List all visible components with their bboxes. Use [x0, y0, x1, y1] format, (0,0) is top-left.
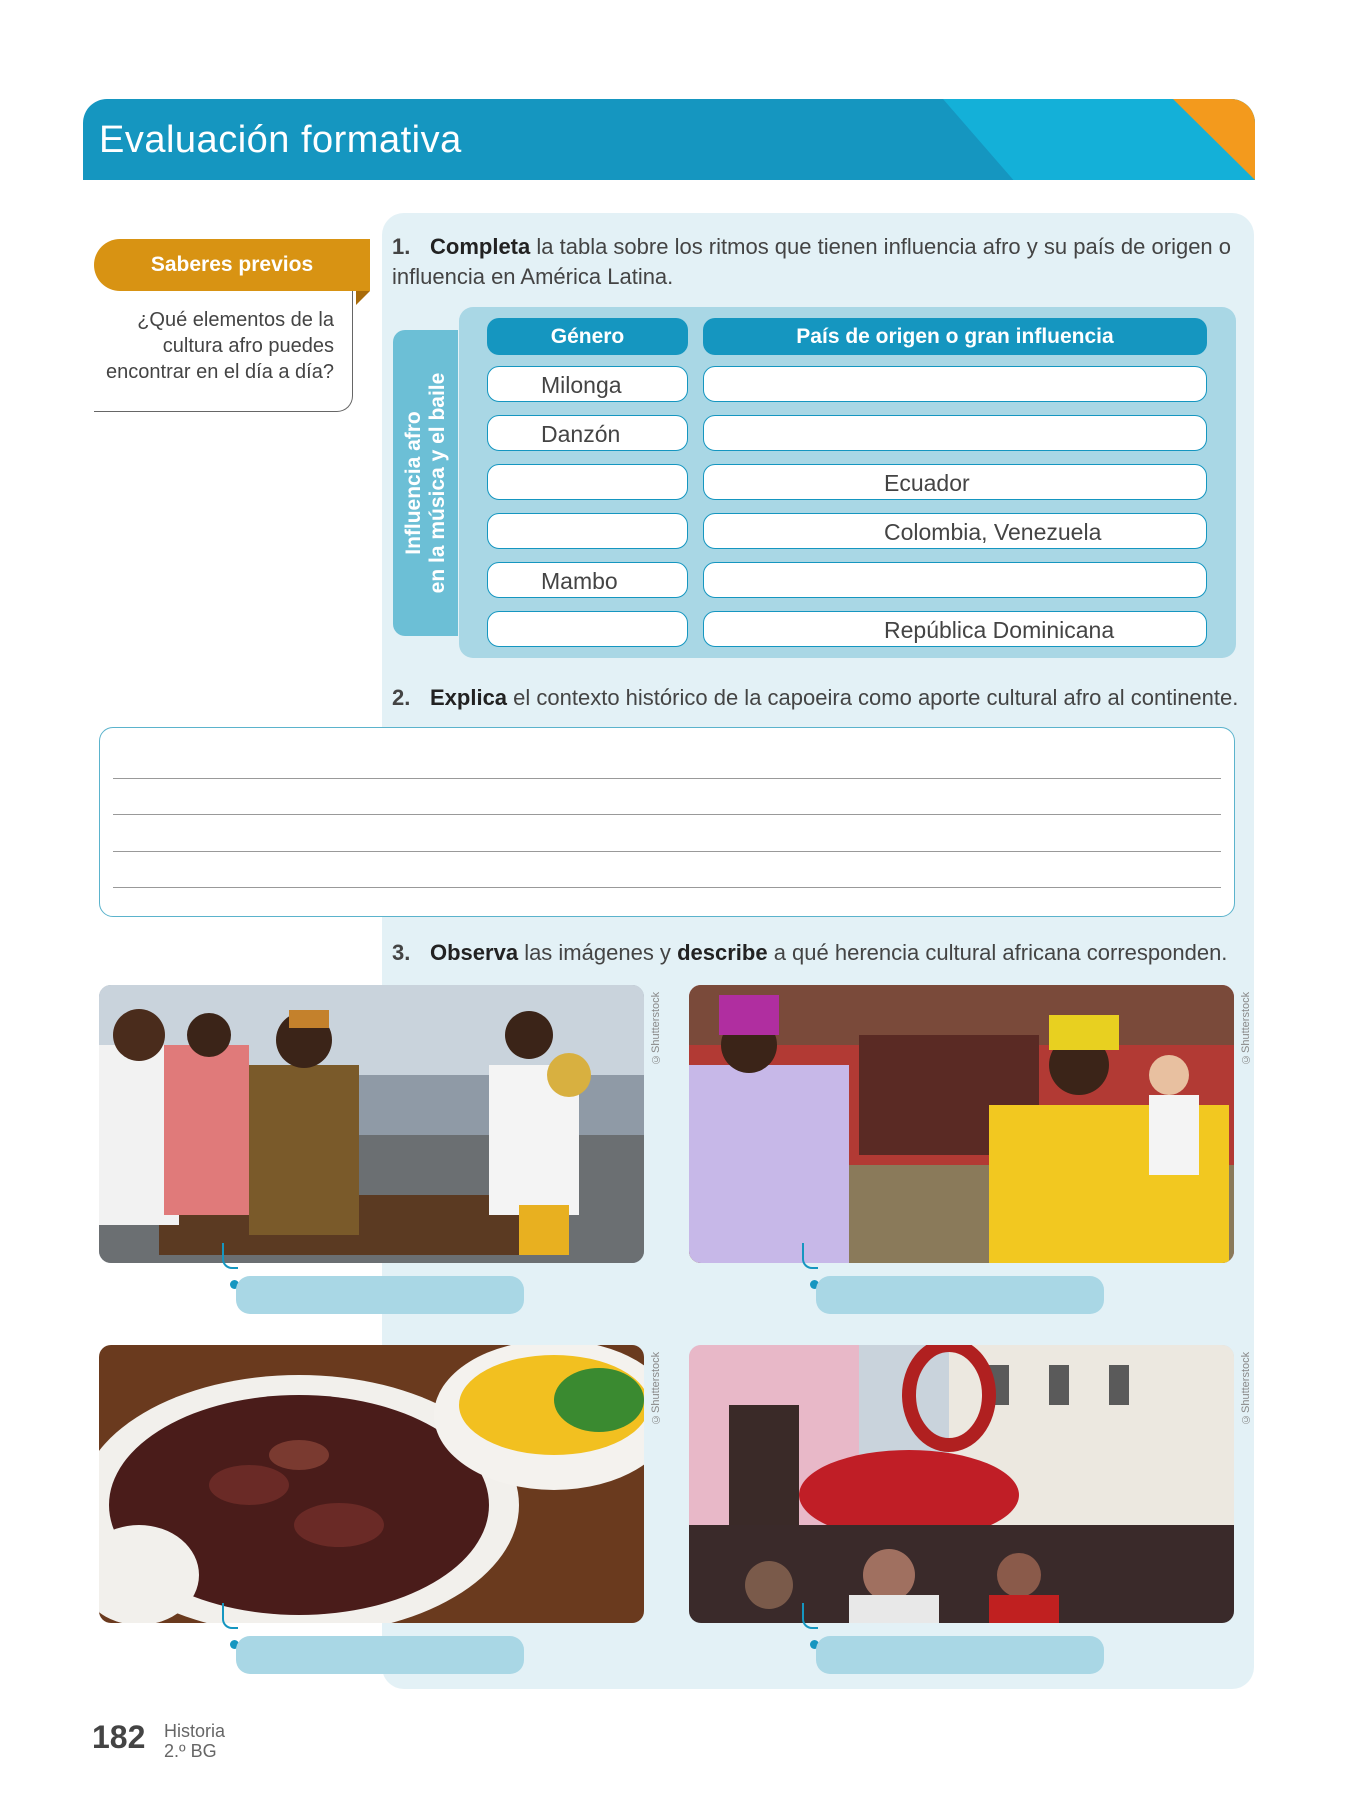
question-1 — [392, 232, 1242, 292]
photo-credit: ©Shutterstock — [650, 1351, 662, 1425]
question-3-verb-1: Observa — [430, 940, 519, 965]
footer-subject-name: Historia — [164, 1721, 226, 1741]
dua-subtitle: Acción y expresión — [984, 43, 1186, 68]
cell-pais-3[interactable]: Ecuador — [703, 464, 1207, 500]
question-2-number: 2. — [392, 685, 411, 710]
question-3-number: 3. — [392, 940, 411, 965]
cell-genero-1[interactable]: Milonga — [487, 366, 688, 402]
feijoada-photo-art — [99, 1345, 644, 1623]
header-banner — [83, 99, 1255, 180]
photo-2-answer-field[interactable] — [816, 1276, 1104, 1314]
answer-line — [113, 887, 1221, 888]
saberes-question: ¿Qué elementos de la cultura afro puedes encontrar en el día a día? — [106, 309, 334, 383]
footer-subject — [164, 1721, 225, 1761]
answer-box[interactable] — [99, 727, 1235, 917]
cell-genero-6[interactable] — [487, 611, 688, 647]
cell-pais-1[interactable] — [703, 366, 1207, 402]
cell-genero-4[interactable] — [487, 513, 688, 549]
side-label-text — [402, 333, 450, 633]
question-2-text: el contexto histórico de la capoeira como aporte cultural afro al continente. — [513, 685, 1239, 710]
saberes-previos-box — [94, 291, 353, 412]
question-1-text: la tabla sobre los ritmos que tienen influencia afro y su país de origen o influencia en América Latina. — [392, 234, 1232, 289]
question-1-verb: Completa — [430, 234, 531, 259]
feijoada-dish-photo — [99, 1345, 644, 1623]
question-3-text-1: las imágenes y — [524, 940, 671, 965]
label-pointer — [222, 1603, 238, 1629]
label-pointer — [802, 1603, 818, 1629]
question-3 — [392, 938, 1252, 968]
cell-genero-2[interactable]: Danzón — [487, 415, 688, 451]
photo-credit: ©Shutterstock — [650, 991, 662, 1065]
answer-line — [113, 778, 1221, 779]
dua-badge — [915, 12, 1255, 70]
cell-pais-2[interactable] — [703, 415, 1207, 451]
side-label-line-1: Influencia afro — [401, 411, 425, 555]
photo-3-answer-field[interactable] — [236, 1636, 524, 1674]
cell-pais-6[interactable]: República Dominicana — [703, 611, 1207, 647]
religious-procession-photo — [689, 1345, 1234, 1623]
footer-grade: 2.º BG — [164, 1741, 217, 1761]
dua-title: DUA — [1055, 11, 1115, 42]
table-side-label — [393, 330, 458, 636]
question-1-number: 1. — [392, 234, 411, 259]
photo-credit: ©Shutterstock — [1240, 1351, 1252, 1425]
side-label-line-2: en la música y el baile — [425, 372, 449, 594]
musicians-marimba-photo — [99, 985, 644, 1263]
label-pointer — [802, 1243, 818, 1269]
cell-genero-5[interactable]: Mambo — [487, 562, 688, 598]
page-number: 182 — [92, 1719, 146, 1755]
answer-line — [113, 851, 1221, 852]
cell-genero-3[interactable] — [487, 464, 688, 500]
page-title: Evaluación formativa — [99, 119, 462, 161]
question-3-verb-2: describe — [677, 940, 768, 965]
procession-photo-art — [689, 1345, 1234, 1623]
cell-pais-4[interactable]: Colombia, Venezuela — [703, 513, 1207, 549]
photo-4-answer-field[interactable] — [816, 1636, 1104, 1674]
header-genero: Género — [487, 318, 688, 355]
musicians-photo-art — [99, 985, 644, 1263]
dancers-photo-art — [689, 985, 1234, 1263]
photo-1-answer-field[interactable] — [236, 1276, 524, 1314]
question-2 — [392, 683, 1252, 713]
question-2-verb: Explica — [430, 685, 508, 710]
label-pointer — [222, 1243, 238, 1269]
saberes-previos-tab: Saberes previos — [94, 239, 370, 291]
answer-line — [113, 814, 1221, 815]
header-pais: País de origen o gran influencia — [703, 318, 1207, 355]
dancers-costumes-photo — [689, 985, 1234, 1263]
photo-credit: ©Shutterstock — [1240, 991, 1252, 1065]
question-3-text-2: a qué herencia cultural africana corresponden. — [773, 940, 1228, 965]
cell-pais-5[interactable] — [703, 562, 1207, 598]
